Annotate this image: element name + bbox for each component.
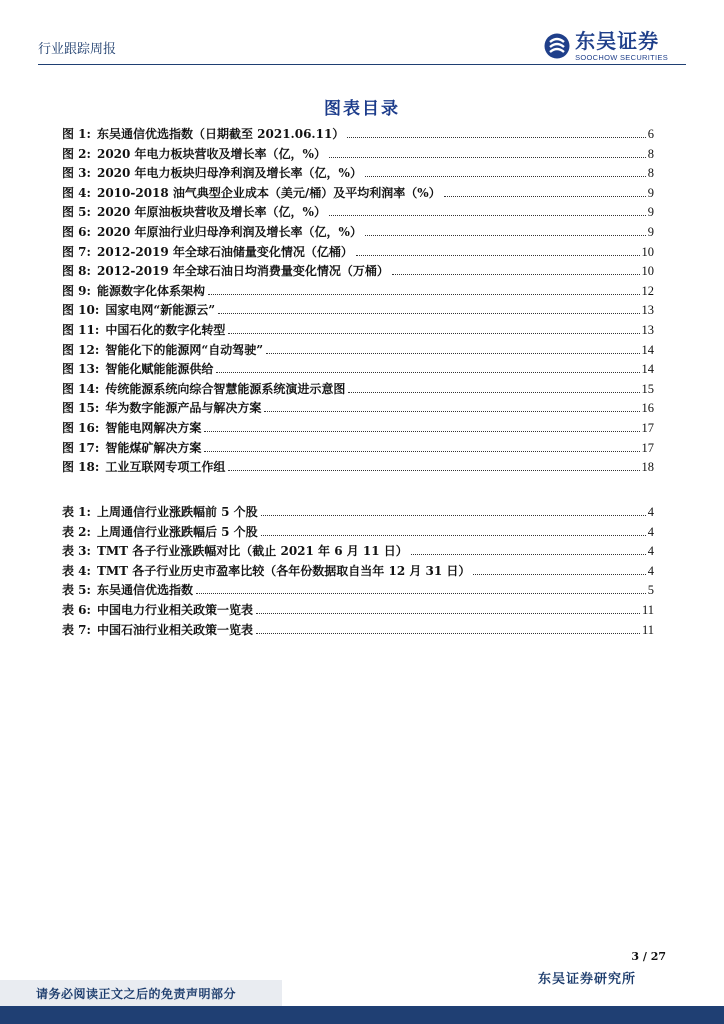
logo-chinese-name: 东吴证券 [575,29,660,53]
toc-entry-title: TMT 各子行业涨跌幅对比（截止 2021 年 6 月 11 日） [96,544,408,559]
toc-entry[interactable] [62,341,654,361]
toc-entry[interactable] [62,125,654,145]
toc-entry-label: 图 10: [62,303,100,318]
toc-entry-label: 图 16: [62,420,100,435]
toc-entry-title: 2020 年原油板块营收及增长率（亿，%） [96,205,326,220]
toc-entry[interactable] [62,581,654,601]
figures-toc-list [62,125,654,478]
toc-entry-title: 2012-2019 年全球石油日均消费量变化情况（万桶） [96,264,389,279]
header-section-label: 行业跟踪周报 [38,42,117,57]
toc-entry-label: 表 2: [62,524,91,539]
toc-entry-page: 17 [641,420,654,435]
toc-entry-title: 传统能源系统向综合智慧能源系统演进示意图 [105,381,346,396]
toc-entry-page: 8 [647,146,654,161]
toc-entry-label: 图 14: [62,381,100,396]
toc-leader-dots [329,157,646,158]
toc-entry-label: 图 9: [62,283,91,298]
toc-entry-label: 图 15: [62,401,100,416]
toc-entry-label: 图 18: [62,460,100,475]
toc-leader-dots [356,255,640,256]
disclaimer-banner [0,980,282,1006]
toc-entry-title: 华为数字能源产品与解决方案 [105,401,262,416]
toc-entry[interactable] [62,399,654,419]
header-divider [38,64,686,65]
toc-entry-page: 14 [641,362,654,377]
toc-leader-dots [228,333,639,334]
toc-leader-dots [208,294,640,295]
toc-entry-label: 图 5: [62,205,91,220]
toc-leader-dots [347,137,645,138]
toc-entry[interactable] [62,243,654,263]
toc-entry-title: 工业互联网专项工作组 [105,460,226,475]
toc-leader-dots [264,411,639,412]
toc-entry-title: 能源数字化体系架构 [96,283,205,298]
toc-entry-label: 表 1: [62,505,91,519]
toc-entry-page: 10 [641,264,654,279]
toc-entry-label: 图 11: [62,322,100,337]
toc-entry-title: 中国石油行业相关政策一览表 [96,622,253,637]
toc-entry-title: 中国石化的数字化转型 [105,322,226,337]
toc-entry-page: 4 [647,505,654,519]
toc-entry-title: 智能电网解决方案 [105,420,202,435]
logo-english-name: SOOCHOW SECURITIES [575,53,668,62]
toc-leader-dots [204,431,639,432]
toc-entry-title: 智能化下的能源网“自动驾驶” [105,342,264,357]
toc-entry-page: 13 [641,322,654,337]
toc-entry[interactable] [62,301,654,321]
toc-entry-page: 9 [647,224,654,239]
toc-entry-page: 16 [641,401,654,416]
toc-leader-dots [365,235,646,236]
toc-entry[interactable] [62,458,654,478]
toc-entry[interactable] [62,523,654,543]
page-title: 图表目录 [324,99,400,119]
toc-entry-label: 图 3: [62,166,91,181]
toc-entry-label: 表 6: [62,602,91,617]
toc-entry[interactable] [62,419,654,439]
toc-entry[interactable] [62,184,654,204]
toc-entry-page: 18 [641,460,654,475]
toc-leader-dots [266,353,639,354]
company-logo [543,30,668,62]
toc-leader-dots [411,554,646,555]
toc-leader-dots [348,392,639,393]
toc-entry-page: 12 [641,283,654,298]
toc-leader-dots [329,215,646,216]
toc-entry-page: 13 [641,303,654,318]
toc-entry-title: 智能化赋能能源供给 [105,362,214,377]
toc-entry[interactable] [62,439,654,459]
toc-entry-page: 6 [647,127,654,141]
toc-leader-dots [216,372,639,373]
toc-entry[interactable] [62,503,654,523]
toc-entry[interactable] [62,262,654,282]
toc-entry[interactable] [62,542,654,562]
toc-entry-page: 11 [641,602,654,617]
toc-entry-title: 2020 年原油行业归母净利润及增长率（亿，%） [96,224,362,239]
toc-entry-label: 图 8: [62,264,91,279]
tables-toc-list [62,503,654,640]
toc-leader-dots [473,574,645,575]
toc-entry-title: 2010-2018 油气典型企业成本（美元/桶）及平均利润率（%） [96,185,441,200]
toc-entry-page: 9 [647,205,654,220]
footer-bar [0,1006,724,1024]
toc-entry-title: 上周通信行业涨跌幅后 5 个股 [96,524,258,539]
toc-entry-label: 图 2: [62,146,91,161]
toc-entry-label: 图 13: [62,362,100,377]
toc-entry-page: 14 [641,342,654,357]
disclaimer-text: 请务必阅读正文之后的免责声明部分 [36,987,237,1001]
toc-entry-label: 图 1: [62,127,91,141]
toc-entry[interactable] [62,282,654,302]
toc-entry[interactable] [62,223,654,243]
toc-entry[interactable] [62,562,654,582]
toc-entry-title: 东吴通信优选指数（日期截至 2021.06.11） [96,127,345,141]
toc-entry-label: 图 17: [62,440,100,455]
toc-leader-dots [444,196,646,197]
toc-entry[interactable] [62,380,654,400]
toc-leader-dots [228,470,639,471]
toc-entry-label: 图 12: [62,342,100,357]
toc-entry[interactable] [62,203,654,223]
toc-entry-title: 东吴通信优选指数 [96,583,193,598]
toc-entry-title: TMT 各子行业历史市盈率比较（各年份数据取自当年 12 月 31 日） [96,563,471,578]
toc-leader-dots [256,613,640,614]
soochow-logo-icon [543,32,571,60]
toc-entry-page: 11 [641,622,654,637]
toc-entry-page: 9 [647,185,654,200]
toc-entry-title: 中国电力行业相关政策一览表 [96,602,253,617]
toc-entry-page: 17 [641,440,654,455]
toc-entry-label: 表 3: [62,544,91,559]
toc-entry[interactable] [62,164,654,184]
toc-entry-page: 8 [647,166,654,181]
footer-company-name: 东吴证券研究所 [537,972,636,987]
toc-entry[interactable] [62,321,654,341]
toc-entry[interactable] [62,145,654,165]
toc-entry-label: 表 4: [62,563,91,578]
toc-leader-dots [256,633,640,634]
toc-entry-page: 15 [641,381,654,396]
toc-entry-title: 智能煤矿解决方案 [105,440,202,455]
toc-entry-page: 4 [647,563,654,578]
toc-entry-title: 2012-2019 年全球石油储量变化情况（亿桶） [96,244,353,259]
toc-leader-dots [365,176,646,177]
toc-leader-dots [392,274,640,275]
toc-entry[interactable] [62,360,654,380]
toc-entry-page: 4 [647,544,654,559]
toc-entry-page: 5 [647,583,654,598]
toc-entry[interactable] [62,601,654,621]
toc-leader-dots [218,313,639,314]
page-number: 3 / 27 [631,950,666,963]
toc-entry-label: 图 7: [62,244,91,259]
toc-leader-dots [261,515,646,516]
toc-entry-page: 10 [641,244,654,259]
toc-leader-dots [261,535,646,536]
toc-entry-title: 国家电网“新能源云” [105,303,216,318]
toc-entry-title: 上周通信行业涨跌幅前 5 个股 [96,505,258,519]
toc-leader-dots [196,593,646,594]
toc-leader-dots [204,451,639,452]
toc-entry-title: 2020 年电力板块归母净利润及增长率（亿，%） [96,166,362,181]
toc-entry-label: 表 5: [62,583,91,598]
toc-entry[interactable] [62,621,654,641]
toc-entry-label: 图 4: [62,185,91,200]
toc-entry-label: 图 6: [62,224,91,239]
toc-entry-page: 4 [647,524,654,539]
toc-entry-title: 2020 年电力板块营收及增长率（亿，%） [96,146,326,161]
toc-entry-label: 表 7: [62,622,91,637]
